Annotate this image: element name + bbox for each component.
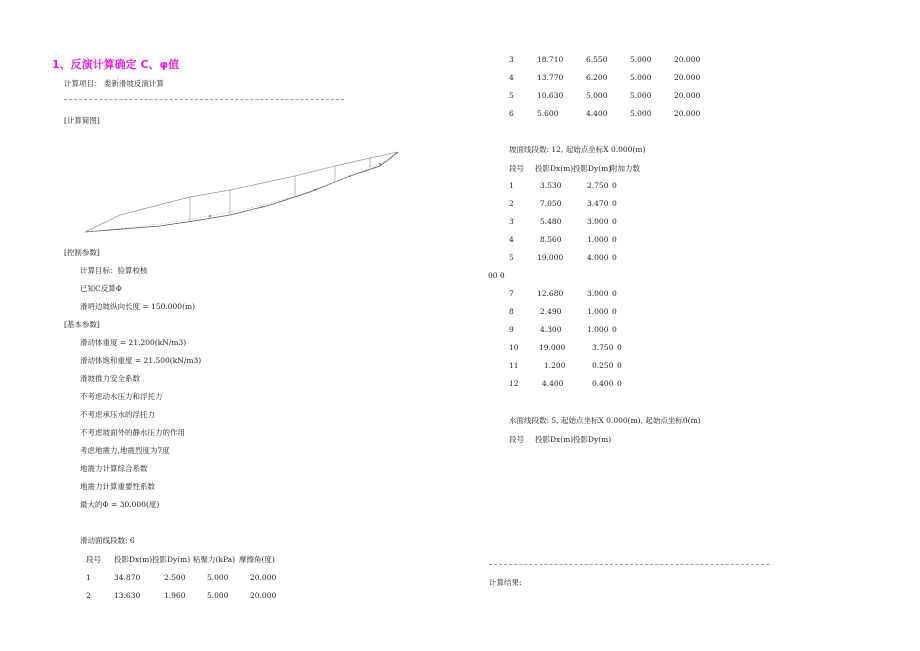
cell: 3.470 xyxy=(587,199,609,208)
cell: 10 xyxy=(509,343,519,352)
cell: 1.000 xyxy=(587,325,609,334)
header-cell: 粘聚力(kPa) xyxy=(193,555,236,564)
cell: 4.000 xyxy=(587,253,609,262)
basic-item: 不考虑坡面外的静水压力的作用 xyxy=(80,428,185,437)
cell: 5.000 xyxy=(630,109,652,118)
header-cell: 投影Dx(m) xyxy=(535,435,574,444)
divider xyxy=(64,99,344,100)
table-row xyxy=(460,253,920,263)
cell: 0 xyxy=(612,181,617,190)
cell: 0.400 xyxy=(592,379,614,388)
table-row xyxy=(460,307,920,317)
cell: 1.000 xyxy=(587,235,609,244)
table-row xyxy=(460,217,920,227)
project-line: 计算项目： 娄新滑坡反演计算 xyxy=(64,79,164,88)
divider xyxy=(489,564,769,565)
cell: 2 xyxy=(86,591,91,600)
table-row xyxy=(460,181,920,191)
slope-title: 坡面线段数: 12, 起始点坐标X 0.000(m) xyxy=(509,145,646,154)
basic-item: 地震力计算重要性系数 xyxy=(80,482,155,491)
cell: 0 xyxy=(612,325,617,334)
cell: 20.000 xyxy=(250,591,277,600)
basic-item: 滑坡推力安全系数 xyxy=(80,374,140,383)
cell: 5.480 xyxy=(540,217,562,226)
cell: 20.000 xyxy=(674,55,701,64)
cell: 2.490 xyxy=(540,307,562,316)
cell: 0 xyxy=(617,361,622,370)
basic-item: 滑动体饱和重度 = 21.500(kN/m3) xyxy=(80,356,202,365)
cell: 20.000 xyxy=(674,109,701,118)
cell: 0 xyxy=(612,307,617,316)
header-cell: 投影Dy(m) xyxy=(573,435,612,444)
header-cell: 投影Dx(m) xyxy=(535,164,574,173)
cell: 10.630 xyxy=(537,91,564,100)
header-cell: 投影Dy(m) xyxy=(573,164,612,173)
cell: 5 xyxy=(509,91,514,100)
cell: 8.560 xyxy=(540,235,562,244)
cell: 20.000 xyxy=(674,91,701,100)
cell: 4 xyxy=(509,235,514,244)
table-row xyxy=(460,109,920,119)
table-row xyxy=(460,91,920,101)
diagram-label: [计算简图] xyxy=(64,116,100,125)
cell: 0 xyxy=(612,289,617,298)
control-item: 滑坍边坡纵向长度 = 150.000(m) xyxy=(80,302,196,311)
slope-diagram xyxy=(80,140,410,235)
cell: 12 xyxy=(509,379,519,388)
cell: 0 xyxy=(612,217,617,226)
cell: 7.050 xyxy=(540,199,562,208)
cell: 7 xyxy=(509,289,514,298)
basic-item: 滑动体重度 = 21.200(kN/m3) xyxy=(80,338,187,347)
cell: 2.750 xyxy=(587,181,609,190)
cell: 5.000 xyxy=(630,55,652,64)
cell: 5 xyxy=(509,253,514,262)
cell: 34.870 xyxy=(114,573,141,582)
header-cell: 投影Dx(m) xyxy=(114,555,153,564)
slope-header-row xyxy=(460,163,920,173)
section-heading: 1、反演计算确定 C、φ值 xyxy=(52,58,180,71)
cell: 0.250 xyxy=(592,361,614,370)
cell: 9 xyxy=(509,325,514,334)
table-row xyxy=(460,343,920,353)
cell: 4.400 xyxy=(586,109,608,118)
cell: 3.000 xyxy=(587,289,609,298)
cell: 0 xyxy=(612,235,617,244)
cell: 3.000 xyxy=(587,217,609,226)
stray-text: 00 0 xyxy=(488,271,505,280)
cell: 6.200 xyxy=(586,73,608,82)
cell: 19.000 xyxy=(539,343,566,352)
cell: 0 xyxy=(617,343,622,352)
cell: 2 xyxy=(509,199,514,208)
header-cell: 段号 xyxy=(509,164,524,173)
cell: 1 xyxy=(509,181,514,190)
cell: 5.000 xyxy=(207,591,229,600)
cell: 3.750 xyxy=(592,343,614,352)
result-label: 计算结果: xyxy=(489,578,522,587)
header-cell: 摩擦角(度) xyxy=(239,555,275,564)
basic-item: 考虑地震力,地震烈度为7度 xyxy=(80,446,170,455)
table-row xyxy=(0,591,460,601)
table-row xyxy=(0,573,460,583)
cell: 19.000 xyxy=(537,253,564,262)
header-cell: 投影Dy(m) xyxy=(152,555,191,564)
control-item: 计算目标：验算校核 xyxy=(80,266,148,275)
cell: 4.300 xyxy=(540,325,562,334)
table-row xyxy=(460,379,920,389)
control-item: 已知C反算Φ xyxy=(80,284,122,293)
basic-item: 不考虑承压水的浮托力 xyxy=(80,410,155,419)
table-row xyxy=(460,289,920,299)
cell: 0 xyxy=(617,379,622,388)
header-cell: 附加力数 xyxy=(610,164,640,173)
basic-item: 地震力计算综合系数 xyxy=(80,464,148,473)
control-label: [控制参数] xyxy=(64,248,100,257)
cell: 3 xyxy=(509,55,514,64)
cell: 1 xyxy=(86,573,91,582)
cell: 13.630 xyxy=(114,591,141,600)
cell: 20.000 xyxy=(674,73,701,82)
cell: 3 xyxy=(509,217,514,226)
table-row xyxy=(460,55,920,65)
header-cell: 段号 xyxy=(509,435,524,444)
cell: 5.000 xyxy=(630,73,652,82)
cell: 2.500 xyxy=(164,573,186,582)
cell: 4.400 xyxy=(542,379,564,388)
cell: 3.530 xyxy=(540,181,562,190)
water-title: 水面线段数: 5, 起始点坐标X 0.000(m), 起始点坐标0(m) xyxy=(509,416,701,425)
basic-item: 最大的Φ = 30.000(度) xyxy=(80,500,160,509)
cell: 5.000 xyxy=(586,91,608,100)
basic-item: 不考虑动水压力和浮托力 xyxy=(80,392,163,401)
cell: 6 xyxy=(509,109,514,118)
cell: 6.550 xyxy=(586,55,608,64)
slide-title: 滑动面线段数: 6 xyxy=(80,536,135,545)
cell: 8 xyxy=(509,307,514,316)
table-row xyxy=(460,199,920,209)
table-row xyxy=(460,73,920,83)
cell: 5.600 xyxy=(537,109,559,118)
cell: 1.000 xyxy=(587,307,609,316)
cell: 4 xyxy=(509,73,514,82)
table-row xyxy=(460,361,920,371)
table-row xyxy=(460,325,920,335)
cell: 1.200 xyxy=(544,361,566,370)
cell: 5.000 xyxy=(630,91,652,100)
cell: 5.000 xyxy=(207,573,229,582)
table-row xyxy=(460,235,920,245)
water-header-row xyxy=(460,434,920,444)
cell: 12.680 xyxy=(537,289,564,298)
cell: 18.710 xyxy=(537,55,564,64)
cell: 13.770 xyxy=(537,73,564,82)
cell: 1.960 xyxy=(164,591,186,600)
header-cell: 段号 xyxy=(86,555,101,564)
basic-label: [基本参数] xyxy=(64,320,100,329)
cell: 11 xyxy=(509,361,519,370)
cell: 0 xyxy=(612,253,617,262)
cell: 0 xyxy=(612,199,617,208)
cell: 20.000 xyxy=(250,573,277,582)
slide-header-row xyxy=(0,554,460,564)
